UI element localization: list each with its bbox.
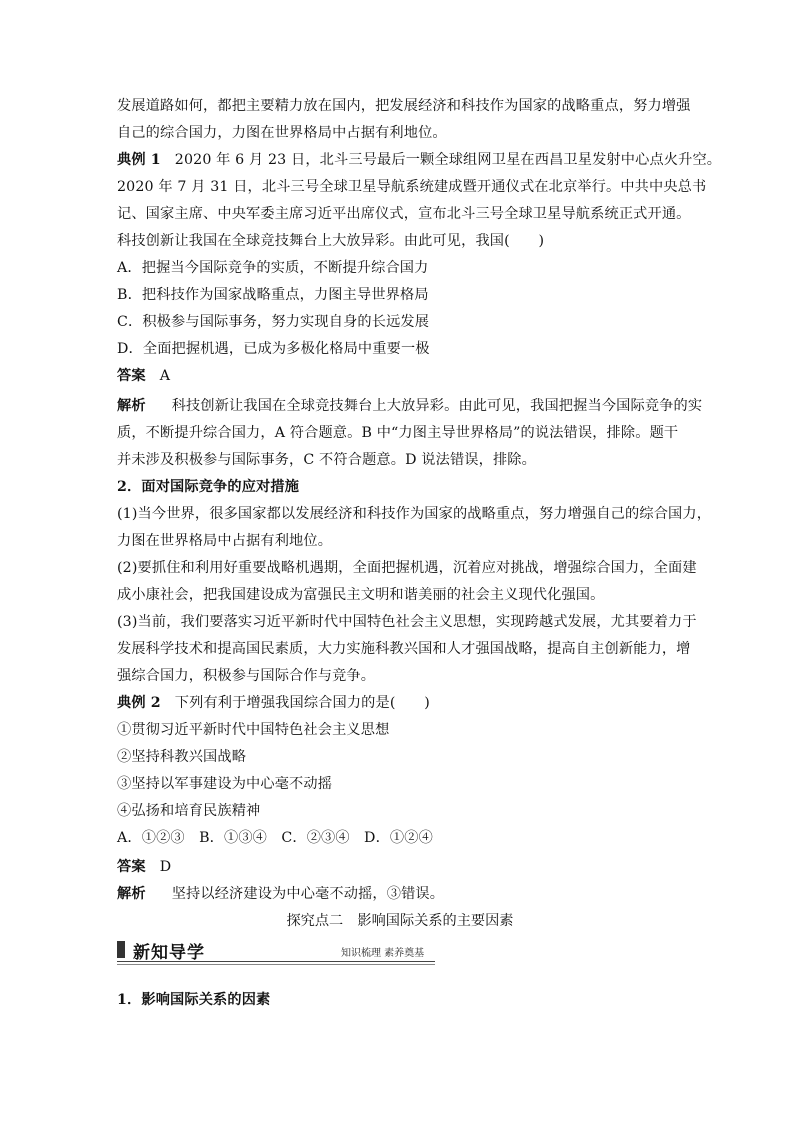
analysis-text: 科技创新让我国在全球竞技舞台上大放异彩。由此可见，我国把握当今国际竞争的实 [171,398,703,414]
banner-bar-icon [117,941,125,958]
example-1-option-c: C．积极参与国际事务，努力实现自身的长远发展 [117,314,430,330]
section-banner [117,938,435,962]
example-2-item-3: ③坚持以军事建设为中心毫不动摇 [117,776,333,792]
section-2-p2-line-2: 成小康社会，把我国建设成为富强民主文明和谐美丽的社会主义现代化强国。 [117,587,605,603]
example-1-line-3: 记、国家主席、中央军委主席习近平出席仪式，宣布北斗三号全球卫星导航系统正式开通。 [117,206,691,222]
section-2-p2-line-1: (2)要抓住和利用好重要战略机遇期，全面把握机遇，沉着应对挑战，增强综合国力，全面建 [117,560,697,576]
banner-divider-thin [117,964,435,965]
example-2-text: 下列有利于增强我国综合国力的是( ) [174,695,430,711]
section-2-title: 2．面对国际竞争的应对措施 [117,479,300,495]
section-2-p3-line-2: 发展科学技术和提高国民素质，大力实施科教兴国和人才强国战略，提高自主创新能力，增 [117,641,691,657]
example-2-analysis [117,884,683,904]
section-heading: 探究点二 影响国际关系的主要因素 [286,913,514,929]
answer-value: D [159,859,172,875]
example-1-analysis-line-1 [117,396,703,416]
example-1-line-2: 2020 年 7 月 31 日，北斗三号全球卫星导航系统建成暨开通仪式在北京举行。中共中央总书 [117,179,707,195]
banner-divider [117,961,435,962]
banner-subtitle: 知识梳理 素养奠基 [341,948,425,959]
factors-title: 1．影响国际关系的因素 [117,992,271,1008]
section-2-p3-line-3: 强综合国力，积极参与国际合作与竞争。 [117,668,376,684]
example-2-options: A．①②③ B．①③④ C．②③④ D．①②④ [117,830,433,846]
example-2-item-2: ②坚持科教兴国战略 [117,749,247,765]
example-2-label: 典例 2 [117,695,161,711]
answer-label: 答案 [117,859,146,875]
example-2-item-4: ④弘扬和培育民族精神 [117,803,261,819]
answer-value: A [159,368,171,384]
example-1-option-a: A．把握当今国际竞争的实质，不断提升综合国力 [117,260,429,276]
example-1-line-4: 科技创新让我国在全球竞技舞台上大放异彩。由此可见，我国( ) [117,233,545,249]
section-2-p1-line-1: (1)当今世界，很多国家都以发展经济和科技作为国家的战略重点，努力增强自己的综合国力， [117,506,712,522]
intro-line-1: 发展道路如何，都把主要精力放在国内，把发展经济和科技作为国家的战略重点，努力增强 [117,98,691,114]
example-2-item-1: ①贯彻习近平新时代中国特色社会主义思想 [117,722,390,738]
example-1-answer [117,366,683,386]
answer-label: 答案 [117,368,146,384]
analysis-label: 解析 [117,886,146,902]
example-1-label: 典例 1 [117,152,161,168]
example-1-analysis-line-2: 质，不断提升综合国力，A 符合题意。B 中“力图主导世界格局”的说法错误，排除。题干 [117,425,679,441]
intro-line-2: 自己的综合国力，力图在世界格局中占据有利地位。 [117,125,447,141]
example-2-answer [117,857,683,877]
analysis-label: 解析 [117,398,146,414]
section-2-p3-line-1: (3)当前，我们要落实习近平新时代中国特色社会主义思想，实现跨越式发展，尤其要着力于 [117,614,697,630]
banner-title: 新知导学 [133,943,205,963]
example-1-line-1 [117,150,722,170]
section-2-p1-line-2: 力图在世界格局中占据有利地位。 [117,533,333,549]
example-1-analysis-line-3: 并未涉及积极参与国际事务，C 不符合题意。D 说法错误，排除。 [117,452,536,468]
analysis-text: 坚持以经济建设为中心毫不动摇，③错误。 [171,886,445,902]
example-1-option-d: D．全面把握机遇，已成为多极化格局中重要一极 [117,341,430,357]
example-2-question [117,693,683,713]
example-1-option-b: B．把科技作为国家战略重点，力图主导世界格局 [117,287,429,303]
example-1-text: 2020 年 6 月 23 日，北斗三号最后一颗全球组网卫星在西昌卫星发射中心点火升空。 [174,152,722,168]
